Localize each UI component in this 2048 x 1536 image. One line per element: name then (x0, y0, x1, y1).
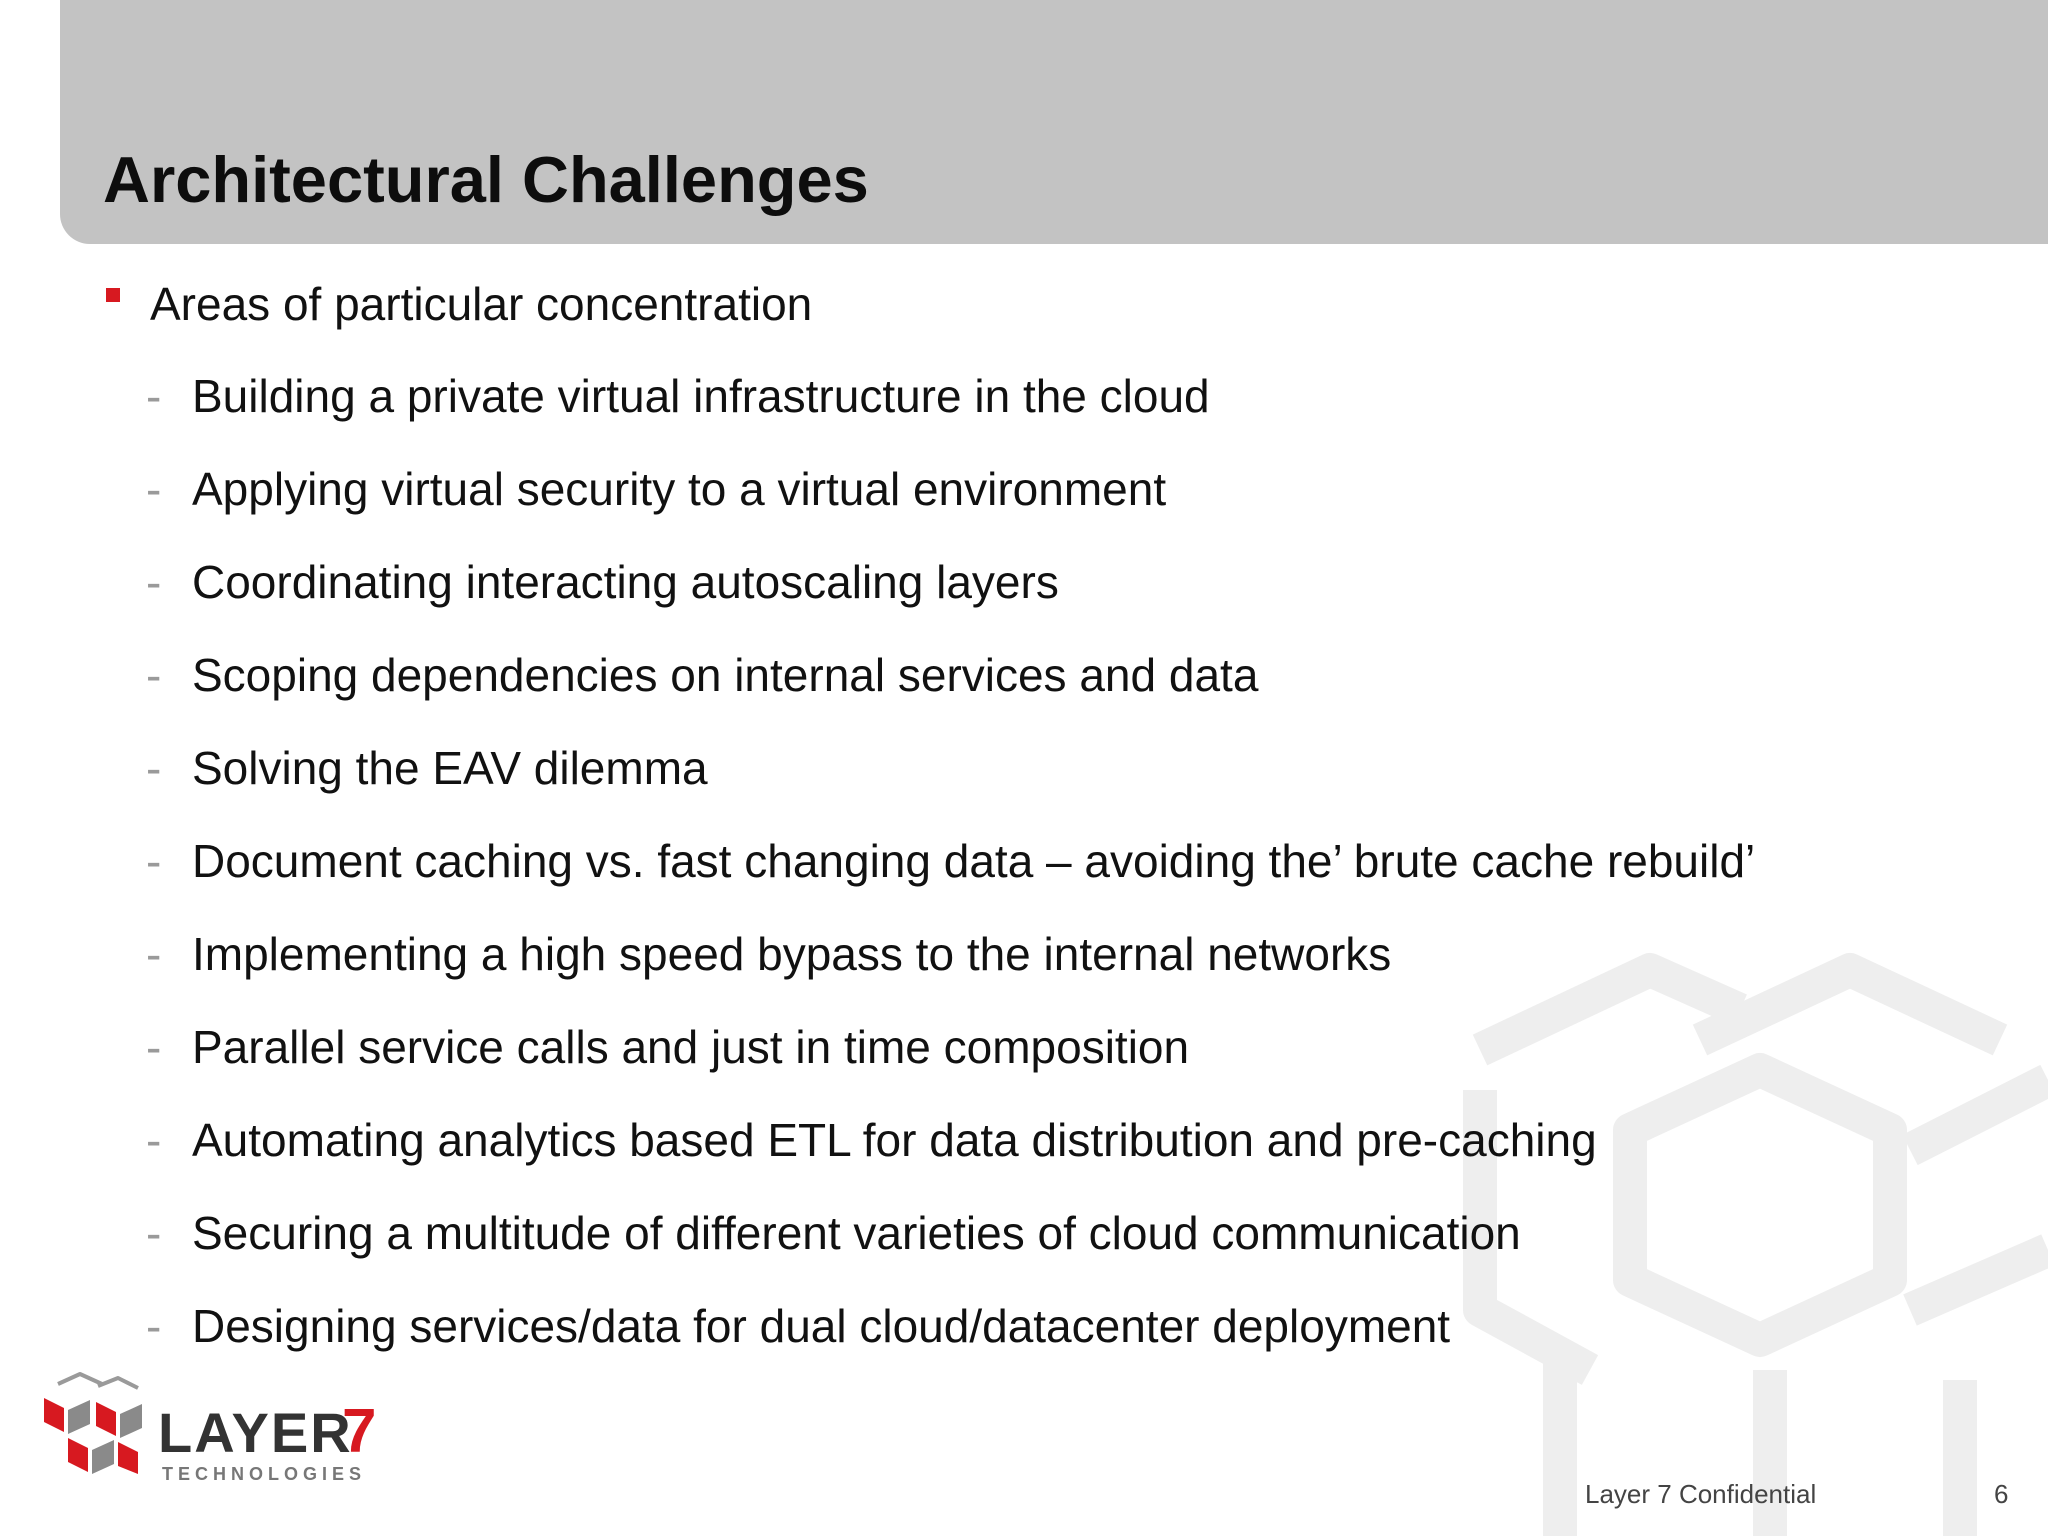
sub-bullet-item (146, 1015, 1946, 1108)
layer7-logo (40, 1368, 400, 1488)
dash-bullet: - (146, 649, 162, 701)
dash-bullet: - (146, 835, 162, 887)
logo-name: LAYER (158, 1401, 353, 1464)
dash-bullet: - (146, 463, 162, 515)
sub-bullet-item (146, 922, 1946, 1015)
dash-bullet: - (146, 742, 162, 794)
sub-bullet-item (146, 1294, 1946, 1387)
sub-bullet-item (146, 736, 1946, 829)
sub-bullet-item (146, 550, 1946, 643)
sub-bullet-text: Designing services/data for dual cloud/datacenter deployment (192, 1300, 1451, 1352)
sub-bullet-item (146, 829, 1946, 922)
dash-bullet: - (146, 1207, 162, 1259)
sub-bullet-list (146, 364, 1946, 1387)
main-bullet (106, 272, 812, 336)
sub-bullet-item (146, 364, 1946, 457)
sub-bullet-item (146, 1108, 1946, 1201)
sub-bullet-text: Scoping dependencies on internal services and data (192, 649, 1259, 701)
page-number: 6 (1994, 1479, 2009, 1509)
red-square-bullet-icon (106, 288, 120, 302)
slide-title: Architectural Challenges (103, 143, 869, 216)
sub-bullet-item (146, 1201, 1946, 1294)
logo-cubes-icon (44, 1374, 142, 1474)
confidential-label: Layer 7 Confidential (1585, 1479, 1817, 1509)
dash-bullet: - (146, 928, 162, 980)
dash-bullet: - (146, 1021, 162, 1073)
sub-bullet-text: Automating analytics based ETL for data distribution and pre-caching (192, 1114, 1597, 1166)
sub-bullet-item (146, 457, 1946, 550)
sub-bullet-text: Coordinating interacting autoscaling layers (192, 556, 1059, 608)
dash-bullet: - (146, 556, 162, 608)
sub-bullet-text: Implementing a high speed bypass to the internal networks (192, 928, 1392, 980)
dash-bullet: - (146, 1114, 162, 1166)
sub-bullet-text: Document caching vs. fast changing data – avoiding the’ brute cache rebuild’ (192, 835, 1756, 887)
sub-bullet-text: Building a private virtual infrastructure in the cloud (192, 370, 1210, 422)
sub-bullet-text: Solving the EAV dilemma (192, 742, 708, 794)
sub-bullet-text: Applying virtual security to a virtual environment (192, 463, 1167, 515)
sub-bullet-text: Parallel service calls and just in time composition (192, 1021, 1190, 1073)
dash-bullet: - (146, 370, 162, 422)
sub-bullet-text: Securing a multitude of different varieties of cloud communication (192, 1207, 1521, 1259)
logo-number: 7 (342, 1397, 377, 1466)
main-bullet-text: Areas of particular concentration (150, 278, 813, 330)
dash-bullet: - (146, 1300, 162, 1352)
sub-bullet-item (146, 643, 1946, 736)
logo-tagline: TECHNOLOGIES (162, 1464, 367, 1484)
